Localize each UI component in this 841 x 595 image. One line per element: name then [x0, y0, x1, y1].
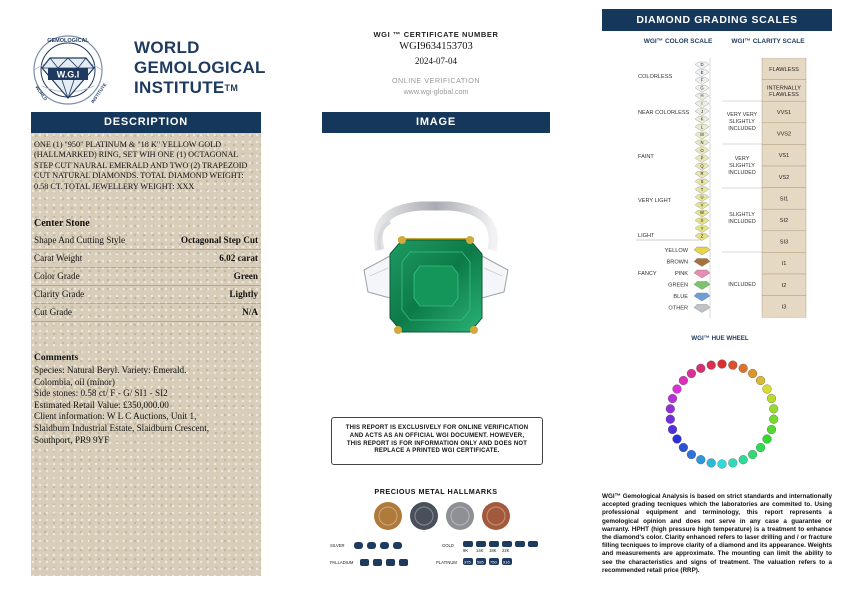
color-letter-text: M — [700, 132, 704, 138]
color-letter-K — [695, 117, 709, 124]
clarity-grade-row — [762, 123, 806, 145]
color-letter-P — [695, 156, 709, 163]
hue-dot — [769, 415, 778, 424]
clarity-grade-row — [762, 296, 806, 318]
description-heading: DESCRIPTION — [31, 112, 261, 133]
description-panel — [31, 112, 261, 576]
clarity-grade-row — [762, 274, 806, 296]
image-heading: IMAGE — [322, 112, 550, 133]
color-letter-G — [695, 85, 709, 92]
color-letter-U — [695, 195, 709, 202]
hue-dot — [707, 361, 716, 370]
clarity-grade-text: VS2 — [778, 174, 790, 181]
online-verification-link[interactable]: www.wgi-global.com — [403, 87, 469, 96]
spec-row-clarity — [31, 286, 261, 304]
institute-name-line1: WORLD — [134, 38, 200, 57]
hue-dot — [687, 369, 696, 378]
spec-label: Cut Grade — [34, 307, 73, 318]
comment-line: Side stones: 0.58 ct/ F - G/ SI1 - SI2 — [34, 388, 168, 399]
hue-dot — [767, 394, 776, 403]
certificate-date: 2024-07-04 — [415, 56, 457, 66]
spec-label: Carat Weight — [34, 253, 83, 264]
hue-dot — [763, 435, 772, 444]
gold-karat-label: 14K — [476, 548, 484, 553]
color-letter-H — [695, 93, 709, 100]
fancy-color-name: BLUE — [673, 294, 688, 300]
comments-title: Comments — [34, 352, 79, 364]
color-letter-text: W — [700, 210, 704, 216]
color-letter-text: P — [700, 155, 704, 161]
clarity-grade-text: SI3 — [779, 239, 789, 246]
comment-line: Southport, PR9 9YF — [34, 434, 110, 445]
trademark-symbol: TM — [224, 83, 239, 93]
color-letter-text: F — [700, 77, 704, 83]
clarity-grade-row — [762, 209, 806, 231]
spec-value: Lightly — [229, 289, 258, 300]
fancy-diamond-icon — [694, 282, 710, 290]
clarity-grade-text: SI2 — [779, 218, 789, 224]
color-letter-text: E — [700, 69, 704, 75]
spec-value: N/A — [242, 307, 258, 318]
clarity-scale-title: WGI™ CLARITY SCALE — [731, 38, 805, 45]
clarity-grade-text: I1 — [781, 261, 787, 268]
hue-dot — [707, 459, 716, 468]
clarity-grade-text: INTERNALLY FLAWLESS — [766, 85, 802, 98]
fancy-color-other — [668, 305, 710, 313]
hue-dot — [739, 455, 748, 464]
hue-dot — [673, 435, 682, 444]
clarity-grade-row — [762, 252, 806, 274]
clarity-grade-row — [762, 188, 806, 210]
color-letter-F — [695, 78, 709, 85]
badge-center-text: W.G.I — [56, 69, 80, 80]
clarity-grade-text: FLAWLESS — [769, 66, 799, 73]
color-letter-text: T — [700, 186, 704, 192]
clarity-grade-text: SI1 — [779, 196, 789, 203]
hue-dot — [728, 361, 737, 370]
disclaimer-text: WGI™ Gemological Analysis is based on strict standards and internationally accepted grading tecniques which the laboratories are commited to. Using professional equipment and terminology, this report represents a gemological opinion and does not serve in any case a guarantee or warranty. HPHT (high pressure high temperature) is a treatment to enhance the diamond's color. Clarity enhanced refers to laser drilling and / or fracture filling tecniques to improve clarity of a diamond and its appearance. Weights and measurements are approximate. The mounting can limit the ability to see the characteristics and signs of treatment. The valuation refers to a recommended retail price (RRP). — [602, 493, 832, 574]
hue-dot — [748, 369, 757, 378]
medal-silver-icon — [410, 502, 438, 530]
spec-row-shape — [31, 232, 261, 250]
color-letter-Z — [695, 234, 709, 241]
hue-dot — [687, 450, 696, 459]
color-letter-text: X — [700, 218, 704, 223]
medal-platinum-icon — [482, 502, 510, 530]
hue-dot — [679, 443, 688, 452]
hue-dot — [756, 443, 765, 452]
gold-karat-label: 9K — [463, 548, 469, 553]
color-letter-group — [695, 62, 709, 241]
color-letter-text: R — [700, 171, 704, 177]
badge-right-text: INSTITUTE — [90, 82, 108, 105]
fancy-color-name: OTHER — [668, 305, 688, 312]
spec-row-cut — [31, 304, 261, 322]
clarity-grade-text: VS1 — [778, 153, 790, 160]
color-letter-J — [695, 109, 709, 116]
fancy-color-group — [665, 247, 710, 313]
color-letter-text: G — [700, 85, 704, 91]
color-letter-text: U — [700, 194, 704, 200]
ring-photo — [350, 200, 520, 340]
color-letter-text: L — [700, 124, 704, 130]
color-letter-L — [695, 124, 709, 131]
spec-value: 6.02 carat — [219, 253, 258, 264]
color-group-label: NEAR COLORLESS — [638, 110, 690, 116]
clarity-grade-text: VVS2 — [776, 131, 792, 138]
grading-scale-chart — [602, 58, 832, 318]
fancy-color-brown — [667, 259, 710, 267]
gold-fineness-label: 375 — [464, 559, 471, 565]
color-letter-text: I — [701, 101, 703, 106]
palladium-label: PALLADIUM — [330, 560, 354, 565]
gold-label: GOLD — [442, 543, 454, 548]
fancy-diamond-icon — [694, 247, 710, 255]
hue-dot — [718, 460, 727, 469]
clarity-grade-text: I2 — [781, 282, 787, 289]
color-scale-title: WGI™ COLOR SCALE — [643, 38, 713, 45]
center-stone-title: Center Stone — [34, 218, 90, 230]
description-text: ONE (1) "950" PLATINUM & "18 K" YELLOW GOLD (HALLMARKED) RING, SET WIH ONE (1) OCTAGONAL STEP CUT NAURAL EMERALD AND TWO (2) TRAPEZOID CUT NATURAL DIAMONDS. TOTAL DIAMOND WEIGHT: 0.58 CT. TOTAL JEWELLERY WEIGHT: XXX — [34, 140, 248, 191]
clarity-grade-row — [762, 80, 806, 102]
online-verification-label: ONLINE VERIFICATION — [391, 76, 481, 85]
color-letter-V — [695, 202, 709, 209]
comment-line: Client information: W L C Auctions, Unit 1, — [34, 411, 197, 422]
silver-label: SILVER — [330, 543, 345, 548]
certificate-number-label: WGI ™ CERTIFICATE NUMBER — [373, 30, 499, 39]
spec-row-color — [31, 268, 261, 286]
hue-dot — [767, 425, 776, 434]
hue-dot — [763, 385, 772, 394]
color-group-label: LIGHT — [638, 233, 655, 239]
fancy-label: FANCY — [638, 271, 657, 277]
hue-dot — [668, 425, 677, 434]
fancy-color-name: YELLOW — [664, 248, 688, 254]
color-letter-text: O — [700, 147, 704, 153]
gold-fineness-label: 916 — [503, 559, 510, 565]
hue-dot — [696, 364, 705, 373]
fancy-color-green — [668, 282, 710, 290]
color-letter-text: V — [700, 202, 704, 208]
color-group-label: FAINT — [638, 154, 654, 160]
spec-value: Green — [233, 271, 258, 282]
color-letter-R — [695, 171, 709, 178]
hue-dot — [756, 376, 765, 385]
institute-name-line2: GEMOLOGICAL — [134, 58, 266, 77]
grading-scales-heading: DIAMOND GRADING SCALES — [602, 9, 832, 31]
hue-dot — [718, 360, 727, 369]
hue-wheel-title: WGI™ HUE WHEEL — [691, 335, 749, 342]
color-letter-X — [695, 218, 709, 225]
color-group-label: COLORLESS — [638, 74, 673, 80]
hallmarks-title: PRECIOUS METAL HALLMARKS — [374, 487, 498, 496]
clarity-grade-text: VVS1 — [776, 110, 792, 116]
hue-dot — [769, 404, 778, 413]
platinum-label: PLATINUM — [436, 560, 457, 565]
fancy-color-name: PINK — [674, 271, 688, 277]
clarity-grade-row — [762, 101, 806, 123]
comment-line: Estimated Retail Value: £350,000.00 — [34, 399, 169, 410]
color-letter-Y — [695, 226, 709, 233]
hue-dot — [679, 376, 688, 385]
hue-dot — [666, 404, 675, 413]
gold-fineness-label: 750 — [490, 559, 497, 565]
color-group-label: VERY LIGHT — [638, 198, 672, 204]
color-letter-O — [695, 148, 709, 155]
hue-dot — [673, 385, 682, 394]
institute-name-line3: INSTITUTE™ — [134, 78, 239, 97]
clarity-grade-group — [710, 58, 806, 318]
gold-karat-label: 22K — [502, 548, 510, 553]
clarity-grade-row — [762, 144, 806, 166]
institute-logo — [28, 28, 268, 108]
fancy-color-blue — [673, 293, 710, 301]
verification-notice: THIS REPORT IS EXCLUSIVELY FOR ONLINE VERIFICATION AND ACTS AS AN OFFICIAL WGI DOCUMENT. HOWEVER, THIS REPORT IS FOR INFORMATION ONLY AND DOES NOT REPLACE A PRINTED WGI CERTIFICATE. — [331, 417, 543, 465]
color-letter-text: Y — [700, 225, 704, 231]
hue-dot — [739, 364, 748, 373]
clarity-group-label: VERY VERY SLIGHTLY INCLUDED — [726, 112, 758, 132]
fancy-color-yellow — [665, 247, 710, 255]
hue-dot — [666, 415, 675, 424]
comment-line: Species: Natural Beryl. Variety: Emerald. — [34, 365, 187, 376]
comment-line: Slaidburn Industrial Estate, Slaidburn Crescent, — [34, 423, 210, 433]
wgi-badge-icon — [28, 28, 124, 108]
color-letter-Q — [695, 163, 709, 170]
spec-label: Color Grade — [34, 271, 80, 282]
hallmark-stamps — [330, 538, 548, 570]
color-letter-E — [695, 70, 709, 77]
color-letter-W — [695, 210, 709, 217]
clarity-group-label: INCLUDED — [728, 282, 756, 288]
color-letter-I — [695, 101, 709, 108]
color-letter-text: Z — [700, 233, 704, 239]
hue-wheel-chart — [642, 352, 802, 480]
fancy-color-name: BROWN — [666, 259, 688, 266]
spec-value: Octagonal Step Cut — [180, 235, 258, 246]
medal-gold-icon — [374, 502, 402, 530]
color-letter-text: K — [700, 116, 704, 122]
fancy-diamond-icon — [694, 293, 710, 301]
color-letter-text: H — [700, 93, 704, 99]
hue-dot — [748, 450, 757, 459]
clarity-grade-row — [762, 231, 806, 253]
hue-dot — [668, 394, 677, 403]
comment-line: Colombia, oil (minor) — [34, 376, 115, 387]
hallmark-medals — [372, 501, 512, 531]
color-letter-T — [695, 187, 709, 194]
badge-top-text: GEMOLOGICAL — [47, 38, 89, 44]
color-letter-S — [695, 179, 709, 186]
fancy-diamond-icon — [694, 270, 710, 278]
color-letter-D — [695, 62, 709, 69]
certificate-number: WGI9634153703 — [399, 41, 473, 52]
clarity-group-label: SLIGHTLY INCLUDED — [728, 212, 756, 225]
color-letter-text: N — [700, 140, 704, 145]
gold-fineness-label: 585 — [477, 559, 484, 565]
color-letter-N — [695, 140, 709, 147]
clarity-grade-row — [762, 58, 806, 80]
color-letter-text: Q — [700, 163, 704, 169]
clarity-grade-text: I3 — [781, 304, 787, 311]
spec-label: Shape And Cutting Style — [34, 235, 126, 246]
clarity-grade-row — [762, 166, 806, 188]
hue-dot — [696, 455, 705, 464]
fancy-diamond-icon — [694, 305, 710, 313]
institute-name — [134, 38, 266, 98]
fancy-color-pink — [675, 270, 710, 278]
badge-bottom-text: WORLD — [34, 84, 49, 102]
gold-karat-label: 18K — [489, 548, 497, 553]
medal-palladium-icon — [446, 502, 474, 530]
color-letter-M — [695, 132, 709, 139]
clarity-group-label: VERY SLIGHTLY INCLUDED — [728, 156, 756, 176]
color-letter-text: D — [700, 62, 704, 67]
fancy-diamond-icon — [694, 259, 710, 267]
spec-label: Clarity Grade — [34, 289, 85, 300]
color-letter-text: S — [700, 179, 704, 184]
spec-row-carat — [31, 250, 261, 268]
fancy-color-name: GREEN — [668, 282, 688, 289]
color-letter-text: J — [700, 108, 704, 114]
hue-dot — [728, 459, 737, 468]
